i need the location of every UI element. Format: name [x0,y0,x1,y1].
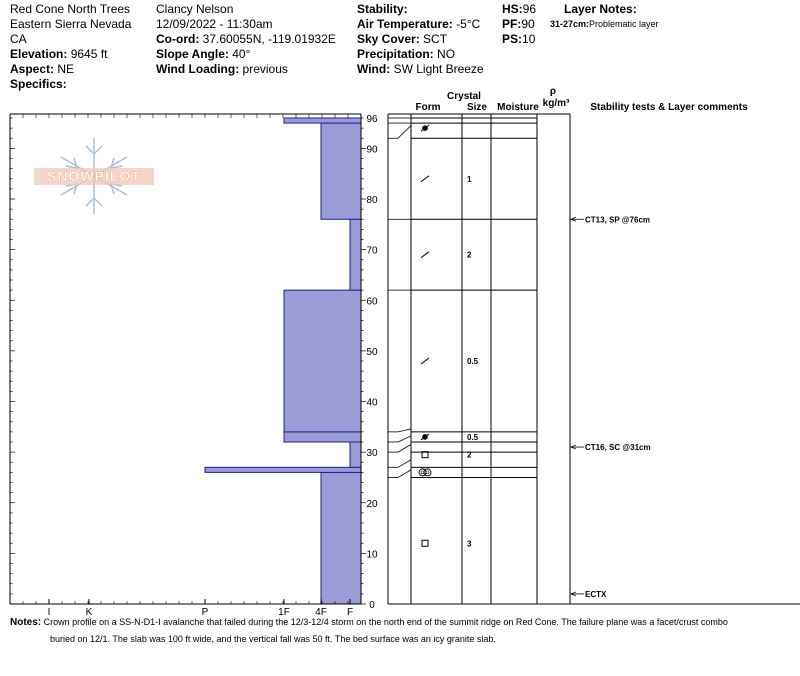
depth-tick-label: 80 [366,195,378,206]
wind: Wind: SW Light Breeze [357,62,484,76]
depth-tick-label: 20 [366,498,378,510]
depth-top-label: 96 [366,114,378,125]
hardness-bar [205,467,361,472]
aspect: Aspect: NE [10,62,75,76]
ps: PS:10 [502,32,536,46]
observation-datetime: 12/09/2022 - 11:30am [156,17,273,31]
boundary-connector-slant [398,126,411,139]
hardness-tick-label: P [201,607,209,618]
precipitation: Precipitation: NO [357,47,456,61]
stability-comments-header: Stability tests & Layer comments [590,102,748,113]
form-header: Form [415,102,441,113]
layer-table [388,114,800,604]
stability: Stability: [357,2,408,16]
boundary-connector-slant [398,445,411,453]
notes [10,614,795,647]
depth-tick-label: 40 [366,397,378,409]
hardness-bars [205,118,361,604]
density-symbol: ρ [549,86,557,97]
layer-note: 31-27cm:Problematic layer [550,19,659,29]
coordinates: Co-ord: 37.60055N, -119.01932E [156,32,336,46]
logo-text: SNOWPILOT [47,168,141,184]
hardness-tick-label: K [85,607,93,618]
depth-tick-label: 30 [366,448,378,460]
crystal-size-label: 0.5 [467,432,479,442]
air-temperature: Air Temperature: -5°C [357,17,481,31]
hardness-bar [350,219,361,290]
precipitation-particles-icon [421,176,429,182]
snowpilot-logo [34,138,154,214]
density-unit: kg/m³ [542,98,570,109]
hardness-bar [284,432,361,442]
slope-angle: Slope Angle: 40° [156,47,251,61]
precipitation-particles-icon [421,252,429,258]
size-header: Size [466,102,488,113]
hardness-bar [321,472,361,604]
crystal-size-label: 2 [467,250,472,260]
crystal-size-label: 0.5 [467,357,479,366]
melt-freeze-crust-inner-right [426,471,429,474]
stability-tests [571,215,651,599]
elevation: Elevation: 9645 ft [10,47,108,61]
depth-tick-label: 10 [366,549,378,561]
hardness-bar [321,123,361,219]
location-line-3: CA [10,32,27,46]
melt-freeze-crust-icon-right [424,469,431,476]
precipitation-particles-icon [421,358,429,364]
hardness-tick-label: I [47,607,51,618]
crystal-size-label: 2 [467,450,472,460]
stability-test-label: CT13, SP @76cm [585,215,651,225]
location-line-1: Red Cone North Trees [10,2,131,16]
depth-tick-label: 60 [366,296,378,308]
depth-tick-label: 70 [366,245,378,257]
boundary-connector-slant [398,436,411,442]
crystal-header: Crystal [447,91,481,102]
notes-line-1: Notes: Crown profile on a SS-N-D1-I avalanche that failed during the 12/3-12/4 storm on the north end of the summit ridge on Red Cone. The failure plane was a facet/crust combo [10,617,728,628]
hardness-bar [284,118,361,123]
boundary-connector-slant [398,470,411,478]
layer-notes-title: Layer Notes: [564,2,637,16]
stability-test-label: ECTX [585,589,607,599]
hardness-bar [284,290,361,432]
sky-cover: Sky Cover: SCT [357,32,448,46]
boundary-connector-slant [398,429,411,432]
hardness-tick-label: F [346,607,354,618]
stability-test-label: CT16, SC @31cm [585,443,651,453]
notes-line-2: buried on 12/1. The slab was 100 ft wide, and the vertical fall was 50 ft. The bed surface was an icy granite slab. [50,634,496,644]
boundary-connector-slant [398,460,411,468]
hardness-tick-label: 1F [278,607,290,618]
wind-loading: Wind Loading: previous [156,62,288,76]
crystal-column [419,125,479,548]
hs: HS:96 [502,2,537,16]
faceted-crystal-icon [422,540,428,546]
depth-tick-label: 50 [366,346,378,358]
hardness-tick-label: 4F [315,607,327,618]
crystal-size-label: 1 [467,174,472,184]
crystal-size-label: 3 [467,539,472,549]
moisture-header: Moisture [497,102,539,113]
hardness-bar [350,442,361,467]
specifics: Specifics: [10,77,67,91]
observer-name: Clancy Nelson [156,2,234,16]
location-line-2: Eastern Sierra Nevada [10,17,132,31]
melt-freeze-crust-inner-left [421,471,424,474]
column-headers [416,86,749,113]
pf: PF:90 [502,17,535,31]
depth-tick-label: 0 [369,600,375,611]
depth-tick-label: 90 [366,144,378,156]
